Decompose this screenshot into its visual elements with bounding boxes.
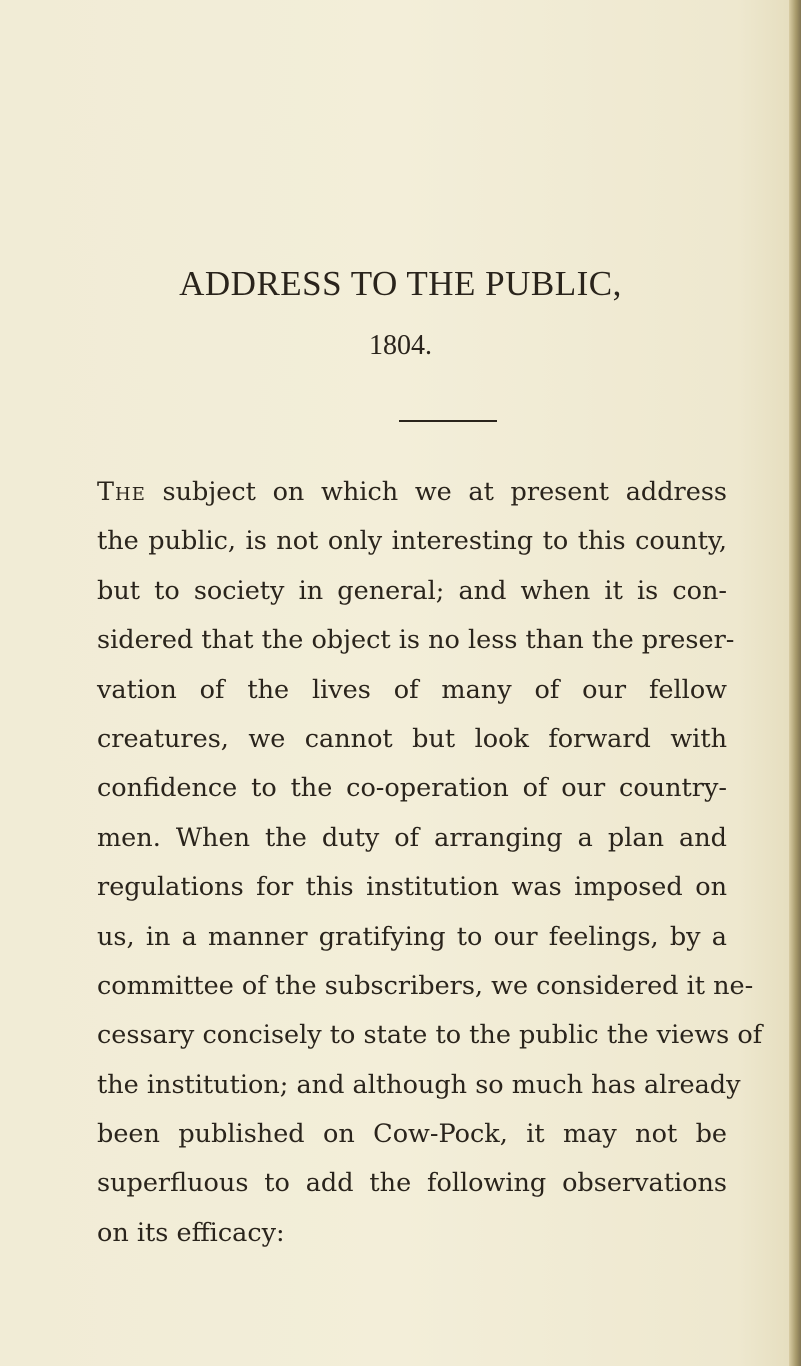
text-line: on its efficacy:	[97, 1217, 285, 1248]
text-line-rest: subject on which we at present address	[145, 477, 727, 507]
text-line: sidered that the object is no less than the preser-	[97, 625, 735, 656]
text-line	[97, 472, 727, 521]
text-line: cessary concisely to state to the public the views of	[97, 1020, 763, 1051]
text-line: the public, is not only interesting to this county,	[97, 526, 727, 557]
page-edge	[789, 0, 801, 1366]
text-line: but to society in general; and when it is con-	[97, 575, 727, 606]
text-line: confidence to the co-operation of our country-	[97, 773, 727, 804]
text-line: been published on Cow-Pock, it may not be	[97, 1119, 727, 1150]
page-title: ADDRESS TO THE PUBLIC,	[179, 264, 622, 303]
page-year: 1804.	[369, 330, 432, 361]
text-line: men. When the duty of arranging a plan and	[97, 822, 727, 853]
first-word: The	[97, 477, 146, 507]
text-line: us, in a manner gratifying to our feelings, by a	[97, 921, 727, 952]
text-line: committee of the subscribers, we considered it ne-	[97, 970, 754, 1001]
title-divider	[399, 420, 497, 422]
text-line: creatures, we cannot but look forward with	[97, 723, 727, 754]
text-line: vation of the lives of many of our fellow	[97, 674, 727, 705]
text-line: the institution; and although so much has already	[97, 1069, 741, 1100]
text-line: regulations for this institution was imposed on	[97, 872, 727, 903]
body-paragraph	[97, 472, 763, 1262]
text-line: superfluous to add the following observations	[97, 1168, 727, 1199]
